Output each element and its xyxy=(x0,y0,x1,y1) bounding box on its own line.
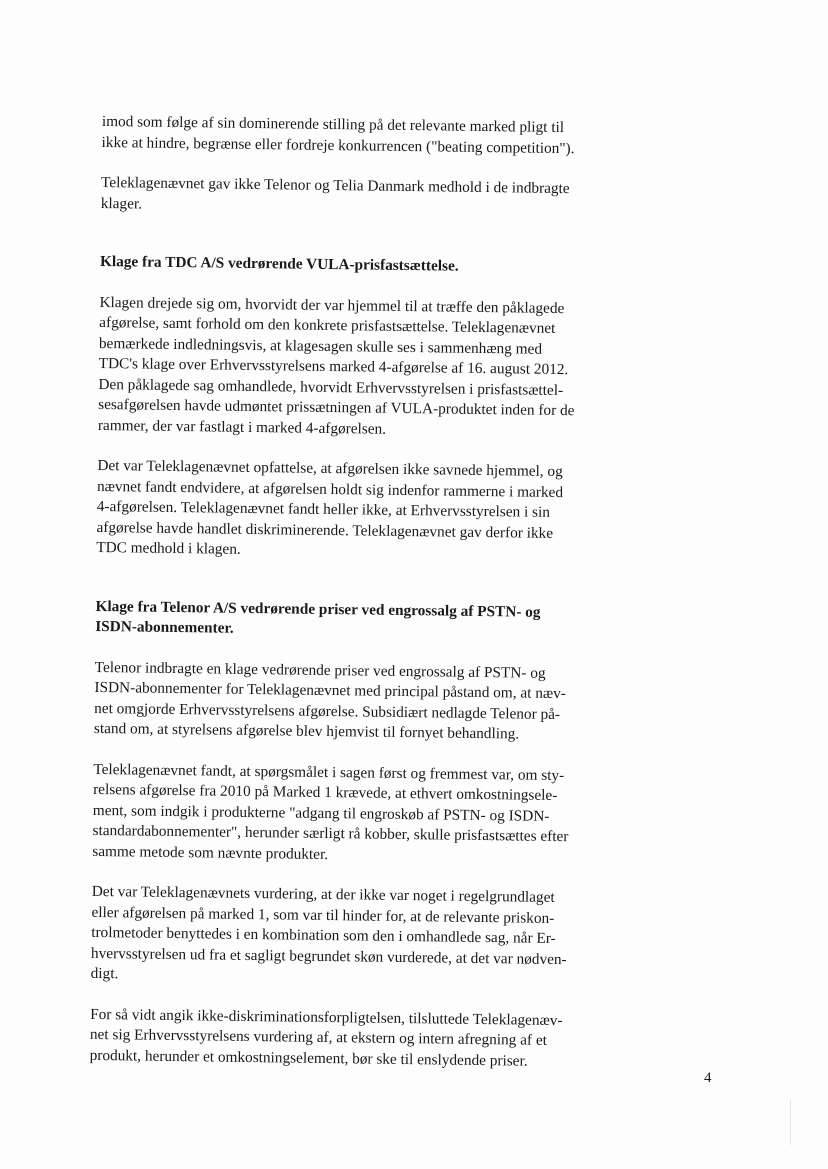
text-line: net omgjorde Erhvervsstyrelsens afgørelse. Subsidiært nedlagde Telenor på- xyxy=(94,699,561,723)
heading-line: Klage fra TDC A/S vedrørende VULA-prisfastsættelse. xyxy=(99,252,459,275)
paragraph-dominant-position xyxy=(101,112,611,160)
text-line: stand om, at styrelsens afgørelse blev hjemvist til fornyet behandling. xyxy=(93,719,520,743)
paragraph-tdc-complaint xyxy=(98,292,610,442)
text-line: imod som følge af sin dominerende stilling på det relevante marked pligt til xyxy=(101,112,565,137)
text-line: samme metode som nævnte produkter. xyxy=(92,842,329,863)
text-line: For så vidt angik ikke-diskriminationsforpligtelsen, tilsluttede Teleklagenæv- xyxy=(90,1005,563,1029)
text-line: Den påklagede sag omhandlede, hvorvidt Erhvervsstyrelsen i prisfastsættel- xyxy=(98,375,564,399)
text-line: hvervsstyrelsen ud fra et sagligt begrundet skøn vurderede, at det var nødven- xyxy=(90,944,567,968)
text-line: Klagen drejede sig om, hvorvidt der var hjemmel til at træffe den påklagede xyxy=(99,293,565,317)
text-line: sesafgørelsen havde udmøntet prissætningen af VULA-produktet inden for de xyxy=(98,395,575,420)
paragraph-board-finding xyxy=(92,759,603,868)
paragraph-telenor-complaint xyxy=(94,657,605,746)
text-line: Det var Teleklagenævnets vurdering, at der ikke var noget i regelgrundlaget xyxy=(91,882,555,906)
document-body xyxy=(89,112,612,1093)
text-line: produkt, herunder et omkostningselement, bør ske til enslydende priser. xyxy=(89,1046,528,1070)
text-line: afgørelse, samt forhold om den konkrete prisfastsættelse. Teleklagenævnet xyxy=(99,313,556,337)
text-line: bemærkede indledningsvis, at klagesagen skulle ses i sammenhæng med xyxy=(98,334,543,358)
text-line: 4-afgørelsen. Teleklagenævnet fandt heller ikke, at Erhvervsstyrelsen i sin xyxy=(96,497,551,521)
text-line: Det var Teleklagenævnet opfattelse, at afgørelsen ikke savnede hjemmel, og xyxy=(97,456,563,481)
section-heading-telenor-pstn-isdn xyxy=(95,596,605,644)
text-line: relsens afgørelse fra 2010 på Marked 1 krævede, at ethvert omkostningsele- xyxy=(93,780,558,805)
scan-edge-mark xyxy=(790,1100,791,1145)
text-line: Telenor indbragte en klage vedrørende priser ved engrossalg af PSTN- og xyxy=(94,658,546,682)
text-line: TDC's klage over Erhvervsstyrelsens marked 4-afgørelse af 16. august 2012. xyxy=(98,354,569,379)
text-line: TDC medhold i klagen. xyxy=(96,538,241,558)
text-line: eller afgørelsen på marked 1, som var til hinder for, at de relevante priskon- xyxy=(91,903,555,927)
text-line: afgørelse havde handlet diskriminerende. Teleklagenævnet gav derfor ikke xyxy=(96,518,554,542)
text-line: digt. xyxy=(90,964,119,983)
text-line: ikke at hindre, begrænse eller fordreje konkurrencen ("beating competition"). xyxy=(101,133,575,157)
page-number: 4 xyxy=(704,1070,712,1086)
text-line: nævnet fandt endvidere, at afgørelsen holdt sig indenfor rammerne i marked xyxy=(96,477,564,501)
paragraph-board-assessment xyxy=(91,882,602,991)
paragraph-non-discrimination xyxy=(90,1004,601,1072)
text-line: ment, som indgik i produkterne "adgang til engroskøb af PSTN- og ISDN- xyxy=(92,801,550,825)
text-line: rammer, der var fastlagt i marked 4-afgørelsen. xyxy=(97,416,387,438)
paragraph-telenor-telia-outcome xyxy=(101,173,611,221)
paragraph-tdc-outcome xyxy=(96,456,607,565)
heading-line: ISDN-abonnementer. xyxy=(95,617,234,637)
text-line: trolmetoder benyttedes i en kombination som den i omhandlede sag, når Er- xyxy=(91,923,556,948)
text-line: klager. xyxy=(100,194,143,213)
text-line: net sig Erhvervsstyrelsens vurdering af, at ekstern og intern afregning af et xyxy=(89,1025,548,1049)
text-line: Teleklagenævnet fandt, at spørgsmålet i sagen først og fremmest var, om sty- xyxy=(93,760,565,784)
heading-line: Klage fra Telenor A/S vedrørende priser ved engrossalg af PSTN- og xyxy=(95,597,541,621)
text-line: ISDN-abonnementer for Teleklagenævnet med principal påstand om, at næv- xyxy=(94,678,566,703)
text-line: standardabonnementer", herunder særligt rå kobber, skulle prisfastsættes efter xyxy=(92,821,569,846)
text-line: Teleklagenævnet gav ikke Telenor og Telia Danmark medhold i de indbragte xyxy=(100,173,570,198)
